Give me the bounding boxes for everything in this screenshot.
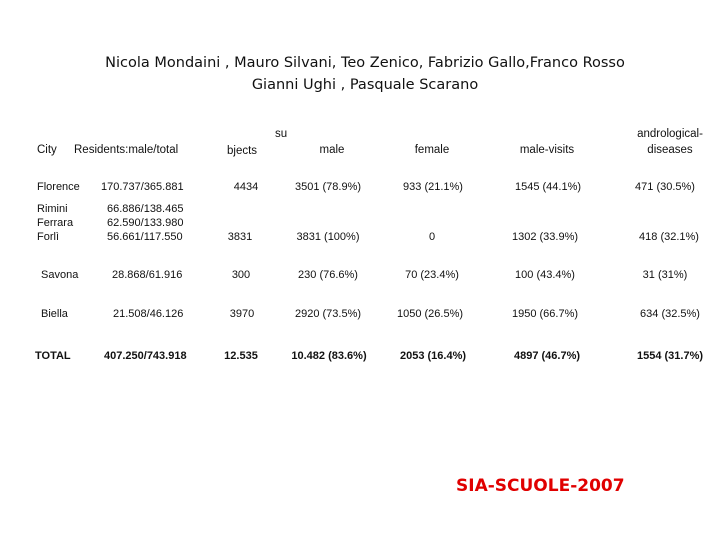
authors-block [0, 52, 720, 96]
total-subjects: 12.535 [224, 350, 258, 362]
group-city-2: Ferrara [37, 217, 74, 229]
header-male-visits: male-visits [519, 144, 575, 156]
biella-andrological: 634 (32.5%) [640, 308, 700, 320]
group-residents-3: 56.661/117.550 [107, 231, 183, 243]
florence-andrological: 471 (30.5%) [635, 181, 695, 193]
total-male-visits: 4897 (46.7%) [513, 350, 581, 362]
biella-female: 1050 (26.5%) [396, 308, 464, 320]
florence-residents: 170.737/365.881 [101, 181, 184, 193]
group-subjects: 3831 [227, 231, 253, 243]
total-female: 2053 (16.4%) [399, 350, 467, 362]
group-city-3: Forlì [37, 231, 59, 243]
total-male: 10.482 (83.6%) [291, 350, 367, 362]
savona-female: 70 (23.4%) [405, 269, 459, 281]
florence-subjects: 4434 [233, 181, 259, 193]
group-male-visits: 1302 (33.9%) [511, 231, 579, 243]
biella-male-visits: 1950 (66.7%) [511, 308, 579, 320]
total-label: TOTAL [35, 350, 71, 362]
group-city-1: Rimini [37, 203, 68, 215]
group-female: 0 [428, 231, 436, 243]
biella-subjects: 3970 [229, 308, 255, 320]
header-male: male [319, 144, 345, 156]
biella-male: 2920 (73.5%) [294, 308, 362, 320]
savona-andrological: 31 (31%) [642, 269, 688, 281]
group-andrological: 418 (32.1%) [639, 231, 699, 243]
header-residents: Residents:male/total [74, 144, 179, 156]
group-residents-2: 62.590/133.980 [107, 217, 184, 229]
biella-city: Biella [41, 308, 68, 320]
group-male: 3831 (100%) [296, 231, 360, 243]
header-city: City [37, 144, 57, 156]
savona-city: Savona [41, 269, 79, 281]
header-andrological-line1: andrological- [637, 128, 703, 140]
header-andrological-line2: diseases [647, 144, 693, 156]
header-subjects-top: su [275, 128, 288, 140]
group-residents-1: 66.886/138.465 [107, 203, 184, 215]
florence-male: 3501 (78.9%) [294, 181, 362, 193]
savona-male: 230 (76.6%) [298, 269, 358, 281]
total-residents: 407.250/743.918 [104, 350, 187, 362]
savona-residents: 28.868/61.916 [112, 269, 183, 281]
header-subjects-bottom: bjects [227, 145, 258, 157]
authors-line-1: Nicola Mondaini , Mauro Silvani, Teo Zenico, Fabrizio Gallo,Franco Rosso [105, 55, 625, 71]
footer-label: SIA-SCUOLE-2007 [456, 476, 625, 496]
header-female: female [414, 144, 450, 156]
authors-line-2: Gianni Ughi , Pasquale Scarano [251, 77, 479, 93]
biella-residents: 21.508/46.126 [113, 308, 184, 320]
savona-male-visits: 100 (43.4%) [515, 269, 575, 281]
florence-female: 933 (21.1%) [403, 181, 463, 193]
florence-male-visits: 1545 (44.1%) [514, 181, 582, 193]
florence-city: Florence [37, 181, 80, 193]
total-andrological: 1554 (31.7%) [636, 350, 704, 362]
savona-subjects: 300 [231, 269, 251, 281]
